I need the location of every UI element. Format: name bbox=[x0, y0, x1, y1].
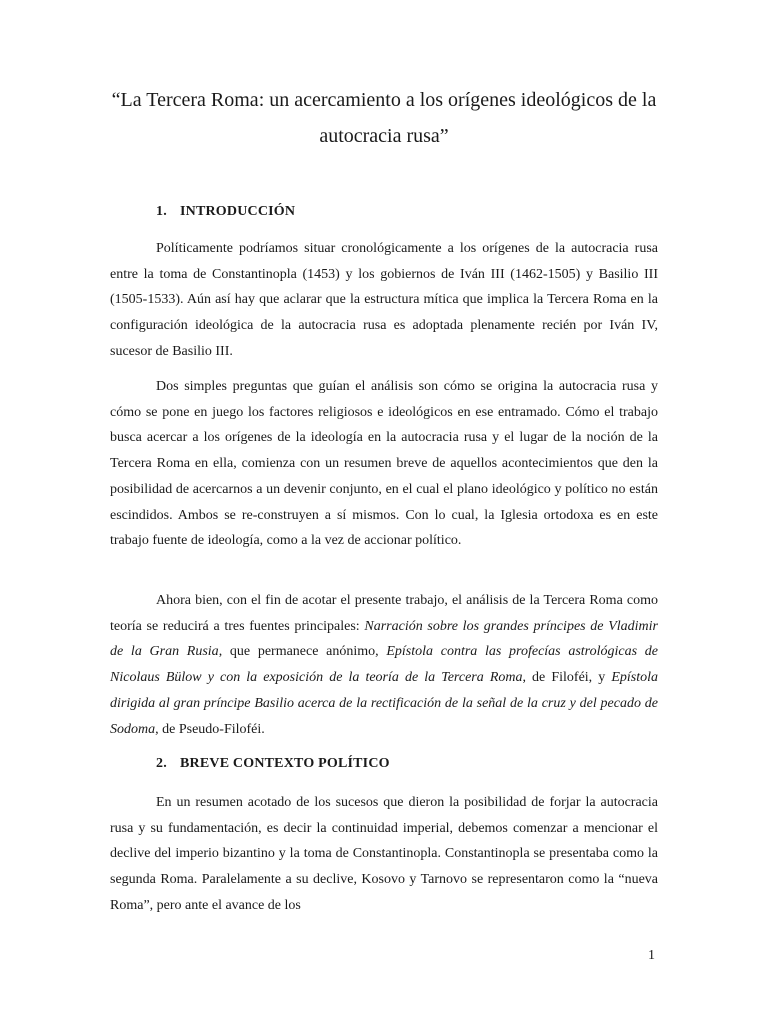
paragraph-2: Dos simples preguntas que guían el análisis son cómo se origina la autocracia rusa y cómo se pone en juego los factores religiosos e ideológicos en ese entramado. Cómo el trabajo busca acercar a los orígenes de la ideología en la autocracia rusa y el lugar de la noción de la Tercera Roma en ella, comienza con un resumen breve de aquellos acontecimientos que den la posibilidad de acercarnos a un devenir conjunto, en el cual el plano ideológico y político no están escindidos. Ambos se re-construyen a sí mismos. Con lo cual, la Iglesia ortodoxa es en este trabajo fuente de ideología, como a la vez de accionar político. bbox=[110, 379, 658, 549]
document-title: “La Tercera Roma: un acercamiento a los orígenes ideológicos de la autocracia rusa” bbox=[111, 89, 657, 147]
text-segment: , de Pseudo-Filoféi. bbox=[155, 721, 265, 737]
text-segment: , de Filoféi, y bbox=[522, 670, 612, 686]
text-segment: Ahora bien, con el fin de acotar el presente trabajo, el análisis de la Tercera Roma como teoría se reducirá a tres fuentes principales: bbox=[110, 593, 658, 634]
section-heading-contexto-politico bbox=[156, 756, 390, 772]
work-title-epistola-basilio: Epístola dirigida al gran príncipe Basilio acerca de la rectificación de la señal de la cruz y del pecado de Sodoma bbox=[110, 670, 659, 737]
work-title-epistola-bulow: Epístola contra las profecías astrológicas de Nicolaus Bülow y con la exposición de la teoría de la Tercera Roma bbox=[110, 644, 658, 686]
paragraph-1: Políticamente podríamos situar cronológicamente a los orígenes de la autocracia rusa entre la toma de Constantinopla (1453) y los gobiernos de Iván III (1462-1505) y Basilio III (1505-1533). Aún así hay que aclarar que la estructura mítica que implica la Tercera Roma en la configuración ideológica de la autocracia rusa es adoptada plenamente recién por Iván IV, sucesor de Basilio III. bbox=[110, 241, 658, 359]
section-title: INTRODUCCIÓN bbox=[180, 204, 296, 219]
section-heading-introduccion bbox=[156, 204, 295, 220]
paragraph-3-sources bbox=[110, 588, 658, 742]
section-number: 2. bbox=[156, 756, 167, 771]
page-number: 1 bbox=[648, 948, 655, 963]
text-segment: , que permanece anónimo, bbox=[218, 644, 387, 660]
paragraph-4: En un resumen acotado de los sucesos que dieron la posibilidad de forjar la autocracia rusa y su fundamentación, es decir la continuidad imperial, debemos comenzar a mencionar el declive del imperio bizantino y la toma de Constantinopla. Constantinopla se presentaba como la segunda Roma. Paralelamente a su declive, Kosovo y Tarnovo se representaron como la “nueva Roma”, pero ante el avance de los bbox=[110, 795, 658, 913]
section-title: BREVE CONTEXTO POLÍTICO bbox=[180, 756, 390, 771]
section-number: 1. bbox=[156, 204, 167, 219]
work-title-narracion: Narración sobre los grandes príncipes de Vladimir de la Gran Rusia bbox=[110, 618, 658, 660]
